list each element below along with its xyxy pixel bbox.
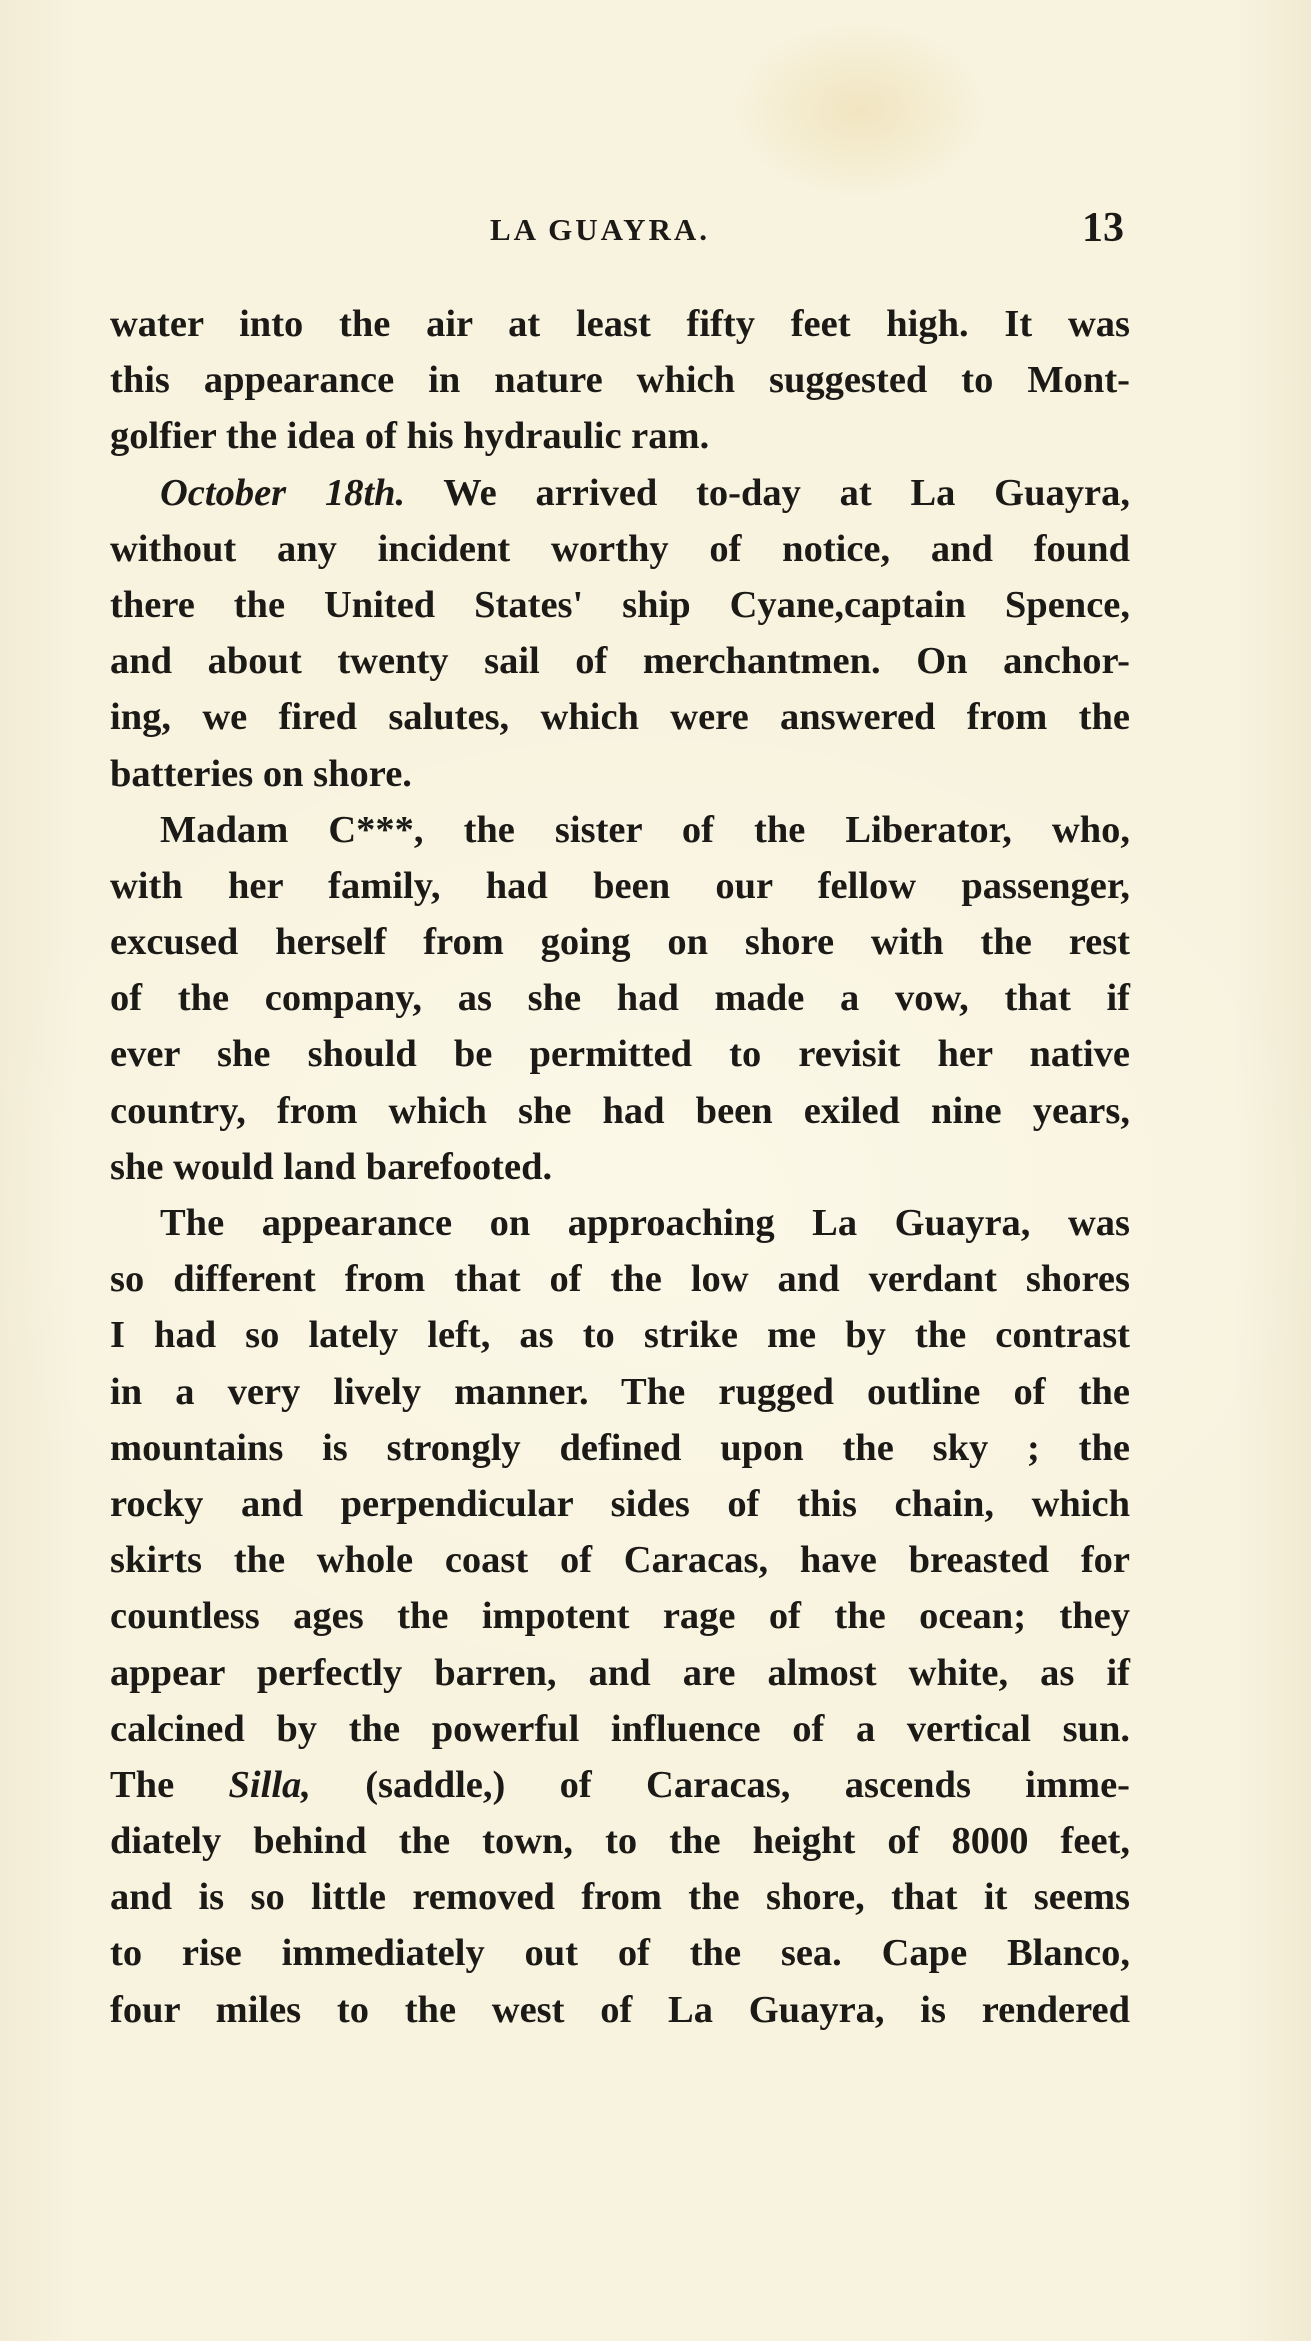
page-number: 13 <box>1082 205 1124 251</box>
text-line: mountains is strongly defined upon the sky ; the <box>110 1426 1130 1469</box>
text-line-dated <box>110 465 1130 521</box>
text-line: I had so lately left, as to strike me by the contrast <box>110 1314 1130 1357</box>
text-line: this appearance in nature which suggested to Mont- <box>110 359 1130 402</box>
text-line: diately behind the town, to the height of 8000 feet, <box>110 1820 1130 1863</box>
text-line: there the United States' ship Cyane,captain Spence, <box>110 583 1130 626</box>
text-line: without any incident worthy of notice, and found <box>110 527 1130 570</box>
text-line: ing, we fired salutes, which were answered from the <box>110 696 1130 739</box>
text-line: four miles to the west of La Guayra, is rendered <box>110 1988 1130 2031</box>
text-line: to rise immediately out of the sea. Cape Blanco, <box>110 1932 1130 1975</box>
text-line: country, from which she had been exiled nine years, <box>110 1089 1130 1132</box>
text-line: so different from that of the low and verdant shores <box>110 1258 1130 1301</box>
dated-entry-start: We arrived to-day at La Guayra, <box>443 471 1131 514</box>
silla-line-start: The <box>110 1763 175 1806</box>
text-line-silla <box>110 1757 1130 1813</box>
date-month: October <box>160 471 287 514</box>
text-line: of the company, as she had made a vow, that if <box>110 977 1130 1020</box>
text-line: countless ages the impotent rage of the ocean; they <box>110 1595 1130 1638</box>
text-line: water into the air at least fifty feet high. It was <box>110 303 1130 345</box>
text-line: she would land barefooted. <box>110 1145 553 1188</box>
silla-line-rest: (saddle,) of Caracas, ascends imme- <box>365 1763 1131 1806</box>
running-head <box>0 204 1311 264</box>
text-line: The appearance on approaching La Guayra, was <box>160 1202 1130 1244</box>
text-line: batteries on shore. <box>110 752 412 795</box>
text-line: Madam C***, the sister of the Liberator, who, <box>160 808 1130 851</box>
body-text <box>110 296 1130 2038</box>
text-line: rocky and perpendicular sides of this chain, which <box>110 1482 1130 1525</box>
running-title: LA GUAYRA. <box>490 212 711 247</box>
silla-word: Silla, <box>228 1763 311 1806</box>
text-line: excused herself from going on shore with the rest <box>110 921 1130 964</box>
text-line: golfier the idea of his hydraulic ram. <box>110 415 710 458</box>
text-line: and is so little removed from the shore, that it seems <box>110 1876 1130 1919</box>
text-line: ever she should be permitted to revisit her native <box>110 1033 1130 1076</box>
text-line: calcined by the powerful influence of a vertical sun. <box>110 1707 1130 1750</box>
date-day: 18th. <box>324 471 406 514</box>
text-line: in a very lively manner. The rugged outline of the <box>110 1370 1130 1413</box>
text-line: appear perfectly barren, and are almost white, as if <box>110 1651 1130 1694</box>
text-line: skirts the whole coast of Caracas, have breasted for <box>110 1539 1130 1582</box>
text-line: and about twenty sail of merchantmen. On anchor- <box>110 640 1130 683</box>
text-line: with her family, had been our fellow passenger, <box>110 864 1130 907</box>
